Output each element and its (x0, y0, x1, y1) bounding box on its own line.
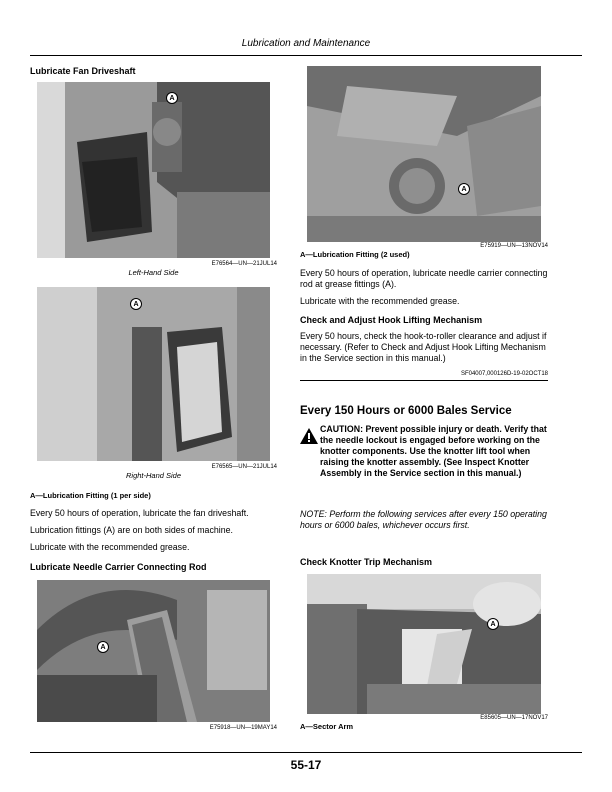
page-number: 55-17 (290, 758, 322, 772)
fan-left-callout: A (166, 92, 178, 104)
caution-text: CAUTION: Prevent possible injury or death. Verify that the needle lockout is engaged before working on the knotter components. Use the knotter lift tool when raising the knotter assembly. (See Inspect Knotter Assembly in the Service section in this manual.) (320, 424, 547, 478)
needle-fitting-caption: E75919—UN—13NOV14 (480, 243, 548, 249)
footer-rule (30, 752, 582, 753)
needle-carrier-callout: A (97, 641, 109, 653)
fan-right-caption: E76565—UN—21JUL14 (211, 464, 277, 470)
service-note: NOTE: Perform the following services after every 150 operating hours or 6000 bales, whichever occurs first. (300, 509, 547, 530)
needle-carrier-heading: Lubricate Needle Carrier Connecting Rod (30, 562, 207, 572)
header-rule (30, 55, 582, 56)
needle-para-1: Every 50 hours of operation, lubricate needle carrier connecting rod at grease fittings (A). (300, 268, 548, 289)
needle-fitting-photo (307, 66, 541, 242)
needle-carrier-caption: E75918—UN—19MAY14 (209, 725, 277, 731)
needle-fitting-callout: A (458, 183, 470, 195)
fan-right-photo (37, 287, 270, 461)
fan-left-subtitle: Left-Hand Side (128, 268, 179, 277)
knotter-trip-heading: Check Knotter Trip Mechanism (300, 557, 433, 567)
knotter-trip-photo (307, 574, 541, 714)
hook-lifting-para: Every 50 hours, check the hook-to-roller clearance and adjust if necessary. (Refer to Check and Adjust Hook Lifting Mechanism in the Service section in this manual.) (300, 331, 547, 363)
service-interval-heading: Every 150 Hours or 6000 Bales Service (300, 405, 512, 417)
knotter-trip-legend: A—Sector Arm (300, 722, 354, 731)
warning-triangle-icon (300, 428, 318, 444)
fan-para-2: Lubrication fittings (A) are on both sides of machine. (30, 525, 233, 535)
fan-left-caption: E76564—UN—21JUL14 (211, 261, 277, 267)
fan-para-3: Lubricate with the recommended grease. (30, 542, 190, 552)
page-header: Lubrication and Maintenance (241, 38, 371, 49)
caution-block (300, 424, 552, 496)
needle-para-2: Lubricate with the recommended grease. (300, 296, 460, 306)
knotter-trip-caption: E85605—UN—17NOV17 (480, 715, 548, 721)
needle-fitting-legend: A—Lubrication Fitting (2 used) (300, 250, 410, 259)
fan-para-1: Every 50 hours of operation, lubricate the fan driveshaft. (30, 508, 249, 518)
fan-right-callout: A (130, 298, 142, 310)
reference-code: SF04007,000126D-19-02OCT18 (460, 371, 548, 377)
knotter-trip-callout: A (487, 618, 499, 630)
section-rule (300, 380, 548, 381)
fan-driveshaft-heading: Lubricate Fan Driveshaft (30, 66, 136, 76)
needle-carrier-photo (37, 580, 270, 722)
hook-lifting-heading: Check and Adjust Hook Lifting Mechanism (300, 315, 483, 325)
fan-right-subtitle: Right-Hand Side (125, 471, 182, 480)
fan-left-photo (37, 82, 270, 258)
fan-legend: A—Lubrication Fitting (1 per side) (30, 491, 151, 500)
